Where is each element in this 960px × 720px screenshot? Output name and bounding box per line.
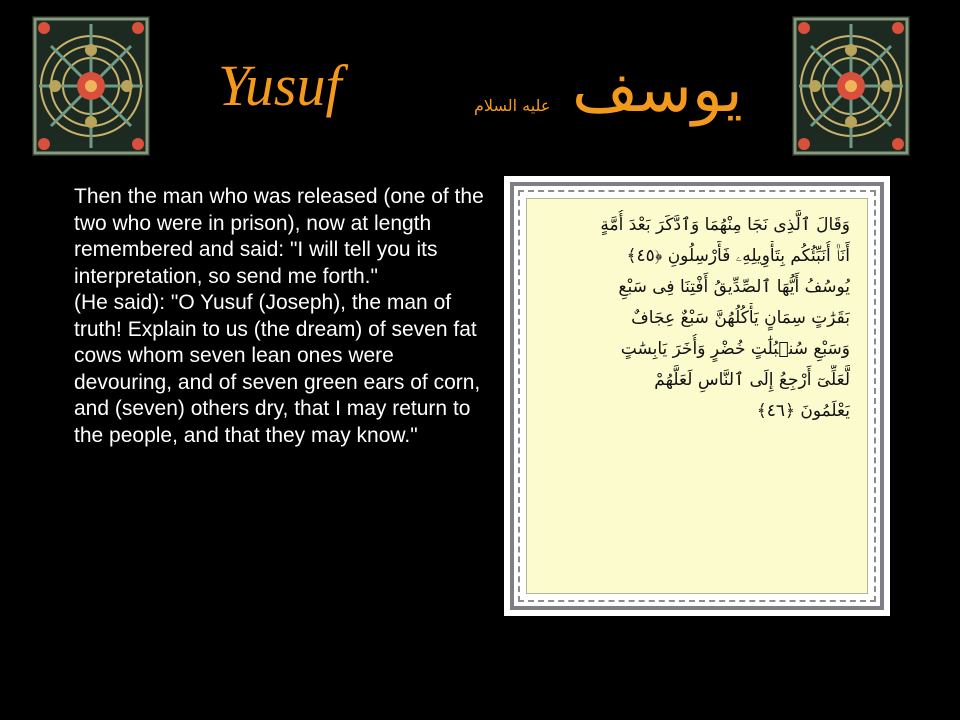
verse-line: يُوسُفُ أَيُّهَا ٱلصِّدِّيقُ أَفْتِنَا فِى سَبْعِ — [618, 277, 850, 297]
verse-line: يَعْلَمُونَ ﴿٤٦﴾ — [756, 401, 850, 421]
translation-paragraph-1: Then the man who was released (one of the two who were in prison), now at length remembered and said: "I will tell you its interpretation, so send me forth." — [74, 185, 484, 288]
ornament-right-icon — [792, 16, 910, 156]
translation-text — [74, 184, 484, 449]
ornament-left-icon — [32, 16, 150, 156]
title-arabic-honorific: عليه السلام — [474, 96, 551, 115]
verse-line: وَسَبْعِ سُنۢبُلَٰتٍ خُضْرٍ وَأُخَرَ يَابِسَٰتٍ — [620, 339, 850, 359]
translation-paragraph-2: (He said): "O Yusuf (Joseph), the man of truth! Explain to us (the dream) of seven fat cows whom seven lean ones were devouring, and of seven green ears of corn, and (seven) others dry, that I may return to the people, and that they may know." — [74, 291, 481, 447]
verse-line: بَقَرَٰتٍ سِمَانٍ يَأْكُلُهُنَّ سَبْعٌ عِجَافٌ — [631, 308, 850, 328]
verse-line: وَقَالَ ٱلَّذِى نَجَا مِنْهُمَا وَٱدَّكَرَ بَعْدَ أُمَّةٍ — [600, 215, 850, 235]
title-english: Yusuf — [218, 53, 342, 118]
arabic-verse-text — [544, 210, 850, 427]
quran-verse-image — [504, 176, 890, 616]
title-arabic: يوسف — [572, 53, 743, 127]
verse-line: أَنَا۠ أُنَبِّئُكُم بِتَأْوِيلِهِۦ فَأَرْسِلُونِ ﴿٤٥﴾ — [626, 246, 850, 266]
verse-line: لَّعَلِّىٓ أَرْجِعُ إِلَى ٱلنَّاسِ لَعَلَّهُمْ — [654, 370, 850, 390]
